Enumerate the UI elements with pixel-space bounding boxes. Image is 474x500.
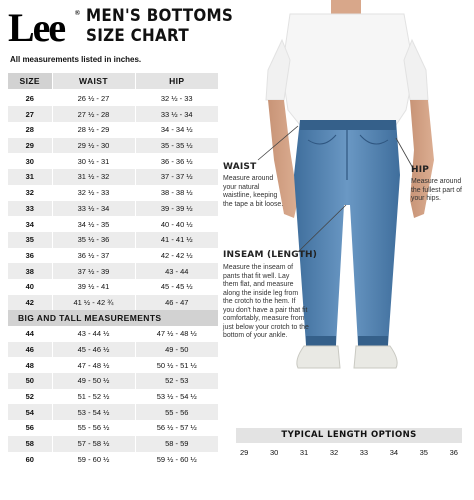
size-cell: 42: [8, 295, 52, 311]
table-row: [8, 357, 218, 373]
left-sneaker: [297, 346, 340, 368]
table-row: [8, 106, 218, 122]
hip-cell: 41 - 41 ½: [135, 232, 218, 248]
hip-cell: 34 - 34 ½: [135, 122, 218, 138]
table-row: [8, 248, 218, 264]
table-row: [8, 263, 218, 279]
waist-cell: 37 ½ - 39: [52, 263, 135, 279]
hip-column-header: HIP: [135, 73, 218, 90]
size-cell: 54: [8, 404, 52, 420]
table-row: [8, 169, 218, 185]
table-row: [8, 279, 218, 295]
waist-label: WAIST: [223, 162, 257, 172]
table-row: [8, 153, 218, 169]
measurement-note: All measurements listed in inches.: [10, 55, 142, 64]
table-row: [8, 232, 218, 248]
hip-cell: 46 - 47: [135, 295, 218, 311]
waist-cell: 47 - 48 ½: [52, 357, 135, 373]
size-cell: 44: [25, 329, 34, 339]
title-line-2: SIZE CHART: [86, 26, 189, 45]
table-row: [8, 295, 218, 311]
hip-cell: 36 - 36 ½: [135, 153, 218, 169]
size-cell: 58: [8, 436, 52, 452]
size-cell: 33: [8, 201, 52, 217]
waist-cell: 34 ½ - 35: [52, 216, 135, 232]
size-chart-table: [8, 73, 218, 467]
waist-cell: 33 ½ - 34: [52, 201, 135, 217]
table-row: [8, 90, 218, 107]
waist-cell: 51 - 52 ½: [52, 389, 135, 405]
waist-column-header: WAIST: [52, 73, 135, 90]
big-tall-title: BIG AND TALL MEASUREMENTS: [8, 310, 218, 326]
waist-cell: 36 ½ - 37: [52, 248, 135, 264]
size-cell: 34: [25, 219, 34, 229]
waist-description: Measure around your natural waistline, keeping the tape a bit loose.: [223, 175, 284, 208]
table-row: [8, 436, 218, 452]
table-row: [8, 452, 218, 468]
size-cell: 36: [25, 250, 34, 260]
length-option: 30: [269, 448, 279, 457]
waist-cell: 30 ½ - 31: [52, 153, 135, 169]
size-cell: 40: [25, 282, 34, 292]
table-row: [8, 122, 218, 138]
size-cell: 48: [25, 360, 34, 370]
hip-cell: 55 - 56: [135, 404, 218, 420]
waist-cell: 55 - 56 ½: [52, 420, 135, 436]
waist-cell: 57 - 58 ½: [52, 436, 135, 452]
waist-cell: 43 - 44 ½: [52, 326, 135, 342]
waist-cell: 59 - 60 ½: [52, 452, 135, 468]
waist-cell: 49 - 50 ½: [52, 373, 135, 389]
table-row: [8, 420, 218, 436]
size-cell: 26: [25, 94, 34, 104]
table-row: [8, 216, 218, 232]
length-option: 35: [419, 448, 428, 457]
table-row: [8, 185, 218, 201]
waist-cell: 32 ½ - 33: [52, 185, 135, 201]
waist-cell: 35 ½ - 36: [52, 232, 135, 248]
length-option: 29: [240, 448, 249, 457]
size-cell: 60: [25, 454, 34, 464]
size-cell: 27: [8, 106, 52, 122]
length-option: 31: [299, 448, 309, 457]
typical-length-options: [236, 428, 462, 457]
waist-cell: 28 ½ - 29: [52, 122, 135, 138]
waist-cell: 45 - 46 ½: [52, 342, 135, 358]
left-cuff: [306, 336, 336, 346]
table-row: [8, 201, 218, 217]
size-cell: 28: [25, 125, 34, 135]
right-sneaker: [354, 346, 397, 368]
waist-cell: 27 ½ - 28: [52, 106, 135, 122]
size-cell: 31: [8, 169, 52, 185]
hip-cell: 40 - 40 ½: [135, 216, 218, 232]
inseam-description: Measure the inseam of pants that fit well. Lay them flat, and measure along the inside leg from the crotch to the hem. If you don't have a pair that fit comfortably, measure from just below your crotch to the bottom of your ankle.: [223, 264, 309, 339]
hip-cell: 39 - 39 ½: [135, 201, 218, 217]
size-cell: 52: [25, 392, 34, 402]
hip-label: HIP: [411, 165, 430, 175]
size-cell: 50: [8, 373, 52, 389]
hip-cell: 45 - 45 ½: [135, 279, 218, 295]
waist-cell: 53 - 54 ½: [52, 404, 135, 420]
table-header-row: [8, 73, 218, 90]
length-option: 36: [449, 448, 458, 457]
right-cuff: [358, 336, 388, 346]
inseam-label: INSEAM (LENGTH): [223, 250, 318, 260]
size-column-header: SIZE: [8, 73, 52, 90]
table-row: [8, 326, 218, 342]
table-row: [8, 404, 218, 420]
hip-cell: 37 - 37 ½: [135, 169, 218, 185]
size-cell: 35: [8, 232, 52, 248]
table-row: [8, 373, 218, 389]
hip-cell: 35 - 35 ½: [135, 138, 218, 154]
length-option: 33: [359, 448, 369, 457]
lee-logo: Lee ®: [8, 5, 80, 50]
table-row: [8, 389, 218, 405]
hip-cell: 42 - 42 ½: [135, 248, 218, 264]
size-cell: 56: [25, 423, 34, 433]
hip-cell: 38 - 38 ½: [135, 185, 218, 201]
title-line-1: MEN'S BOTTOMS: [86, 6, 234, 25]
hip-cell: 49 - 50: [135, 342, 218, 358]
hip-cell: 32 ½ - 33: [135, 90, 218, 107]
length-option: 34: [389, 448, 399, 457]
hip-description: Measure around the fullest part of your hips.: [411, 178, 462, 202]
size-cell: 30: [25, 156, 34, 166]
size-cell: 32: [25, 188, 34, 198]
length-option: 32: [329, 448, 339, 457]
hip-cell: 33 ½ - 34: [135, 106, 218, 122]
waist-cell: 41 ½ - 42 ¾: [52, 295, 135, 311]
hip-cell: 50 ½ - 51 ½: [135, 357, 218, 373]
hip-cell: 59 ½ - 60 ½: [135, 452, 218, 468]
page-title: [86, 6, 233, 46]
table-row: [8, 342, 218, 358]
neck: [331, 0, 361, 14]
length-options-row: [236, 448, 462, 457]
hip-cell: 52 - 53: [135, 373, 218, 389]
hip-cell: 47 ½ - 48 ½: [135, 326, 218, 342]
jeans-waistband: [300, 120, 396, 130]
size-cell: 38: [8, 263, 52, 279]
table-row: [8, 138, 218, 154]
hip-cell: 58 - 59: [135, 436, 218, 452]
typical-length-title: TYPICAL LENGTH OPTIONS: [236, 428, 462, 443]
hip-cell: 56 ½ - 57 ½: [135, 420, 218, 436]
waist-cell: 31 ½ - 32: [52, 169, 135, 185]
size-cell: 29: [8, 138, 52, 154]
registered-mark: ®: [74, 9, 80, 17]
waist-cell: 26 ½ - 27: [52, 90, 135, 107]
waist-cell: 29 ½ - 30: [52, 138, 135, 154]
white-tshirt: [282, 14, 414, 125]
big-tall-header-row: [8, 310, 218, 326]
waist-cell: 39 ½ - 41: [52, 279, 135, 295]
hip-cell: 43 - 44: [135, 263, 218, 279]
hip-cell: 53 ½ - 54 ½: [135, 389, 218, 405]
size-cell: 46: [8, 342, 52, 358]
